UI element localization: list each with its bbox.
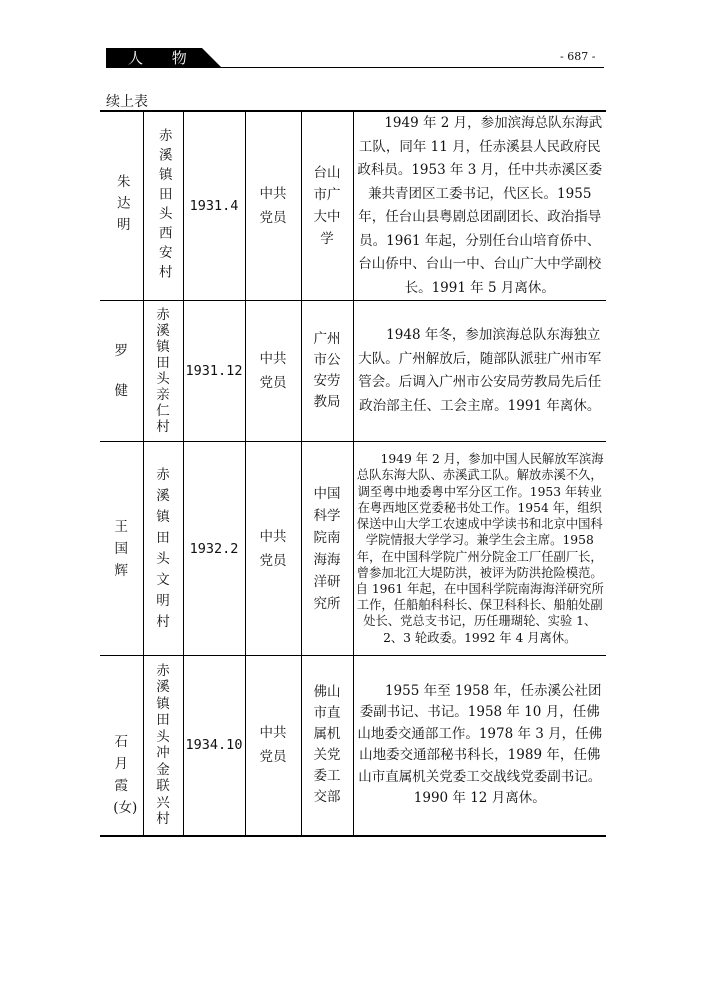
party-cell: 中共党员 — [245, 442, 301, 656]
party-cell: 中共党员 — [245, 301, 301, 442]
bio-cell: 1948 年冬，参加滨海总队东海独立大队。广州解放后，随部队派驻广州市军管会。后调入广州市公安局劳教局先后任政治部主任、工会主席。1991 年离休。 — [353, 301, 606, 442]
workplace-cell: 广州市公安劳教局 — [301, 301, 353, 442]
table-row — [100, 442, 606, 656]
header-rule — [106, 67, 604, 68]
birth-date-cell: 1934.10 — [183, 656, 245, 836]
birthplace-cell: 赤溪镇田头冲金联兴村 — [143, 656, 183, 836]
birth-date-cell: 1932.2 — [183, 442, 245, 656]
name-cell: 王国辉 — [100, 442, 143, 656]
birthplace-cell: 赤溪镇田头文明村 — [143, 442, 183, 656]
birth-date-cell: 1931.12 — [183, 301, 245, 442]
birth-date-cell: 1931.4 — [183, 111, 245, 301]
birthplace-cell: 赤溪镇田头亲仁村 — [143, 301, 183, 442]
bio-cell: 1949 年 2 月，参加滨海总队东海武工队，同年 11 月，任赤溪县人民政府民政科员。1953 年 3 月，任中共赤溪区委兼共青团区工委书记，代区长。1955 年，任台山县粤剧总团副团长、政治指导员。1961 年起，分别任台山培育侨中、台山侨中、台山一中、台山广大中学副校长。1991 年 5 月离休。 — [353, 111, 606, 301]
table-row — [100, 656, 606, 836]
name-cell: 罗健 — [100, 301, 143, 442]
workplace-cell: 中国科学院南海海洋研究所 — [301, 442, 353, 656]
birthplace-cell: 赤溪镇田头西安村 — [143, 111, 183, 301]
name-cell: 石月霞(女) — [100, 656, 143, 836]
workplace-cell: 台山市广大中学 — [301, 111, 353, 301]
bio-cell: 1949 年 2 月，参加中国人民解放军滨海总队东海大队、赤溪武工队。解放赤溪不久，调至粤中地委粤中军分区工作。1953 年转业在粤西地区党委秘书处工作。1954 年，组织保送中山大学工农速成中学读书和北京中国科学院情报大学学习。兼学生会主席。1958 年，在中国科学院广州分院金工厂任副厂长，曾参加北江大堤防洪，被评为防洪抢险模范。自 1961 年起，在中国科学院南海海洋研究所工作，任船舶科科长、保卫科科长、船舶处副处长、党总支书记，历任珊瑚轮、实验 1、2、3 轮政委。1992 年 4 月离休。 — [353, 442, 606, 656]
biography-table — [100, 110, 606, 837]
party-cell: 中共党员 — [245, 111, 301, 301]
workplace-cell: 佛山市直属机关党委工交部 — [301, 656, 353, 836]
table-row — [100, 301, 606, 442]
bio-cell: 1955 年至 1958 年，任赤溪公社团委副书记、书记。1958 年 10 月，任佛山地委交通部工作。1978 年 3 月，任佛山地委交通部秘书科长，1989 年，任佛山市直属机关党委工交战线党委副书记。1990 年 12 月离休。 — [357, 682, 603, 807]
party-cell: 中共党员 — [245, 656, 301, 836]
continued-label: 续上表 — [106, 94, 148, 110]
name-cell: 朱达明 — [100, 111, 143, 301]
section-title: 人 物 — [128, 49, 199, 67]
page-number: - 687 - — [560, 50, 596, 63]
table-row — [100, 111, 606, 301]
